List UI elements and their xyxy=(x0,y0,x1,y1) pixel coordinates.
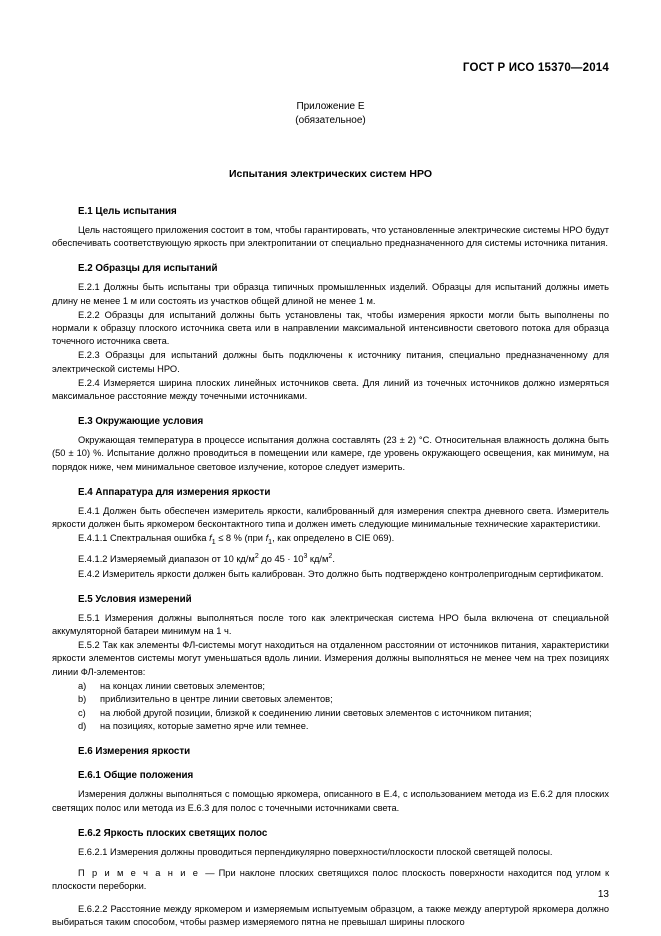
range-post: кд/м xyxy=(307,554,329,565)
section-heading-e6-2: Е.6.2 Яркость плоских светящих полос xyxy=(78,827,268,839)
list-item-label: приблизительно в центре линии световых элементов; xyxy=(100,694,333,705)
list-item xyxy=(52,707,609,720)
section-heading-e6: Е.6 Измерения яркости xyxy=(78,746,191,758)
list-item-marker: b) xyxy=(78,694,87,705)
section-heading-e5: Е.5 Условия измерений xyxy=(78,593,192,605)
list-item-label: на любой другой позиции, близкой к соединению линии световых элементов с источником питания; xyxy=(100,707,532,718)
section-heading-e6-1: Е.6.1 Общие положения xyxy=(78,770,194,782)
text-mid: ≤ 8 % (при xyxy=(215,533,266,544)
note-block xyxy=(52,867,609,893)
paragraph-e2-4: Е.2.4 Измеряется ширина плоских линейных источников света. Для линий из точечных источников должно измеряться максимальное расстояние между точечными источниками. xyxy=(52,377,609,402)
list-item-label: на концах линии световых элементов; xyxy=(100,680,266,691)
section-heading-e2: Е.2 Образцы для испытаний xyxy=(78,263,218,275)
list-item-label: на позициях, которые заметно ярче или темнее. xyxy=(100,721,309,732)
paragraph-e3-1: Окружающая температура в процессе испытания должна составлять (23 ± 2) °С. Относительная влажность должна быть (50 ± 10) %. Испытание должно проводиться в помещении или камере, где уровень окружающего освещения, как минимум, на порядок ниже, чем минимальное световое излучение, которое следует измерить. xyxy=(52,435,609,472)
symbol-f2-sub: 1 xyxy=(268,539,273,547)
range-mid: до 45 · 10 xyxy=(258,554,304,565)
annex-type: (обязательное) xyxy=(295,115,366,126)
text-pre: Е.4.1.1 Спектральная ошибка xyxy=(78,533,210,544)
list-item xyxy=(52,693,609,706)
paragraph-e2-2: Е.2.2 Образцы для испытаний должны быть установлены так, чтобы измерения яркости могли быть выполнены по нормали к образцу плоского источника света или в направлении максимальной интенсивности светового потока для образца точечного источника света. xyxy=(52,309,609,347)
page-number: 13 xyxy=(597,889,609,900)
list-item-marker: c) xyxy=(78,707,86,718)
symbol-f2: f xyxy=(265,533,269,544)
note-label: П р и м е ч а н и е xyxy=(78,868,206,879)
paragraph-e4-2: Е.4.2 Измеритель яркости должен быть калиброван. Это должно быть подтверждено контролепригодным сертификатом. xyxy=(78,568,604,579)
paragraph-e4-1-2 xyxy=(52,550,609,566)
page-title: Испытания электрических систем НРО xyxy=(228,168,433,180)
paragraph-e6-2-2: Е.6.2.2 Расстояние между яркомером и измеряемым испытуемым образцом, а также между апертурой яркомера должно выбираться таким способом, чтобы размер измеряемого пятна не превышал ширины плоского xyxy=(52,903,609,927)
paragraph-e5-1: Е.5.1 Измерения должны выполняться после того как электрическая система НРО была включена от специальной аккумуляторной батареи минимум на 1 ч. xyxy=(52,612,609,637)
list-item xyxy=(52,720,609,733)
list-item-marker: d) xyxy=(78,721,87,732)
list-item xyxy=(52,680,609,693)
paragraph-e5-2: Е.5.2 Так как элементы ФЛ-системы могут находиться на отдаленном расстоянии от источников питания, характеристики яркости элементов системы могут уменьшаться вдоль линии. Измерения должны выполняться не менее чем на трех позициях линии ФЛ-элементов: xyxy=(52,640,609,677)
section-heading-e4: Е.4 Аппаратура для измерения яркости xyxy=(78,486,271,498)
paragraph-e2-3: Е.2.3 Образцы для испытаний должны быть подключены к источнику питания, специально предназначенному для электрической системы НРО. xyxy=(52,350,609,374)
annex-heading xyxy=(52,100,609,128)
range-pre: Е.4.1.2 Измеряемый диапазон от 10 кд/м xyxy=(78,554,255,565)
paragraph-e1-1: Цель настоящего приложения состоит в том, чтобы гарантировать, что установленные электрические системы НРО будут обеспечивать соответствующую яркость при электропитании от специально предназначенного для системы источника питания. xyxy=(52,225,609,249)
unit-sup-2: 3 xyxy=(303,553,308,561)
symbol-f-sub: 1 xyxy=(211,539,216,547)
paragraph-e4-1: Е.4.1 Должен быть обеспечен измеритель яркости, калиброванный для измерения спектра дневного света. Измеритель яркости должен быть яркомером бесконтактного типа и должен иметь следующие минимальные технические характеристики. xyxy=(52,505,609,530)
paragraph-e6-1-1: Измерения должны выполняться с помощью яркомера, описанного в Е.4, с использованием метода из Е.6.2 для плоских светящих полос или метода из Е.6.3 для полос с точечными источниками света. xyxy=(52,789,609,813)
symbol-f: f xyxy=(209,533,212,544)
unit-sup-3: 2 xyxy=(328,553,333,561)
measurement-positions-list xyxy=(52,680,609,734)
note-text: — При наклоне плоских светящихся полос плоскость поверхности находится под углом к плоскости переборки. xyxy=(52,868,610,892)
paragraph-e2-1: Е.2.1 Должны быть испытаны три образца типичных промышленных изделий. Образцы для испытаний должны иметь длину не менее 1 м или состоять из участков общей длиной не менее 1 м. xyxy=(52,282,609,306)
text-post: , как определено в CIE 069). xyxy=(272,533,395,544)
page-header: ГОСТ Р ИСО 15370—2014 xyxy=(462,62,609,74)
paragraph-e6-2-1: Е.6.2.1 Измерения должны проводиться перпендикулярно поверхности/плоскости плоской светящей полосы. xyxy=(78,846,553,857)
section-heading-e1: Е.1 Цель испытания xyxy=(78,206,177,217)
paragraph-e4-1-1 xyxy=(52,532,609,549)
unit-sup-1: 2 xyxy=(254,553,259,561)
section-heading-e3: Е.3 Окружающие условия xyxy=(78,416,204,428)
range-end: . xyxy=(332,554,335,565)
annex-label: Приложение Е xyxy=(296,101,365,112)
list-item-marker: a) xyxy=(78,680,87,691)
